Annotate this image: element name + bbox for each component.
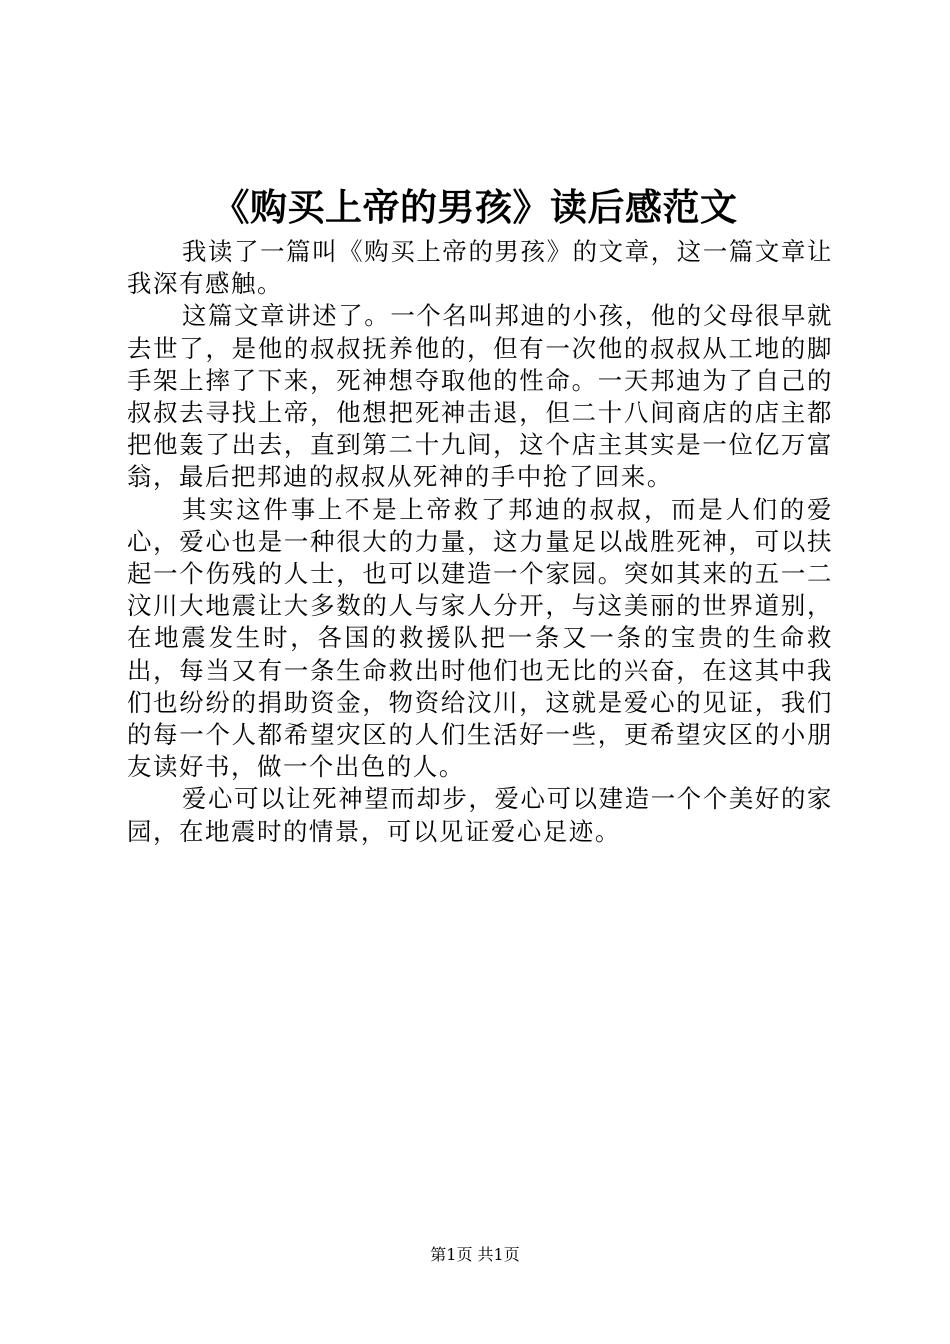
paragraph-conclusion: 爱心可以让死神望而却步，爱心可以建造一个个美好的家园，在地震时的情景，可以见证爱心足迹。 bbox=[127, 784, 833, 846]
document-title: 《购买上帝的男孩》读后感范文 bbox=[212, 186, 738, 229]
paragraph-intro: 我读了一篇叫《购买上帝的男孩》的文章，这一篇文章让我深有感触。 bbox=[127, 237, 833, 299]
document-body bbox=[127, 236, 833, 848]
paragraph-reflection: 其实这件事上不是上帝救了邦迪的叔叔，而是人们的爱心，爱心也是一种很大的力量，这力量足以战胜死神，可以扶起一个伤残的人士，也可以建造一个家园。突如其来的五一二汶川大地震让大多数的人与家人分开，与这美丽的世界道别，在地震发生时，各国的救援队把一条又一条的宝贵的生命救出，每当又有一条生命救出时他们也无比的兴奋，在这其中我们也纷纷的捐助资金，物资给汶川，这就是爱心的见证，我们的每一个人都希望灾区的人们生活好一些，更希望灾区的小朋友读好书，做一个出色的人。 bbox=[127, 494, 833, 782]
paragraph-story-summary: 这篇文章讲述了。一个名叫邦迪的小孩，他的父母很早就去世了，是他的叔叔抚养他的，但有一次他的叔叔从工地的脚手架上摔了下来，死神想夺取他的性命。一天邦迪为了自己的叔叔去寻找上帝，他想把死神击退，但二十八间商店的店主都把他轰了出去，直到第二十九间，这个店主其实是一位亿万富翁，最后把邦迪的叔叔从死神的手中抢了回来。 bbox=[127, 301, 833, 492]
page-number-footer: 第1页 共1页 bbox=[430, 1245, 520, 1264]
